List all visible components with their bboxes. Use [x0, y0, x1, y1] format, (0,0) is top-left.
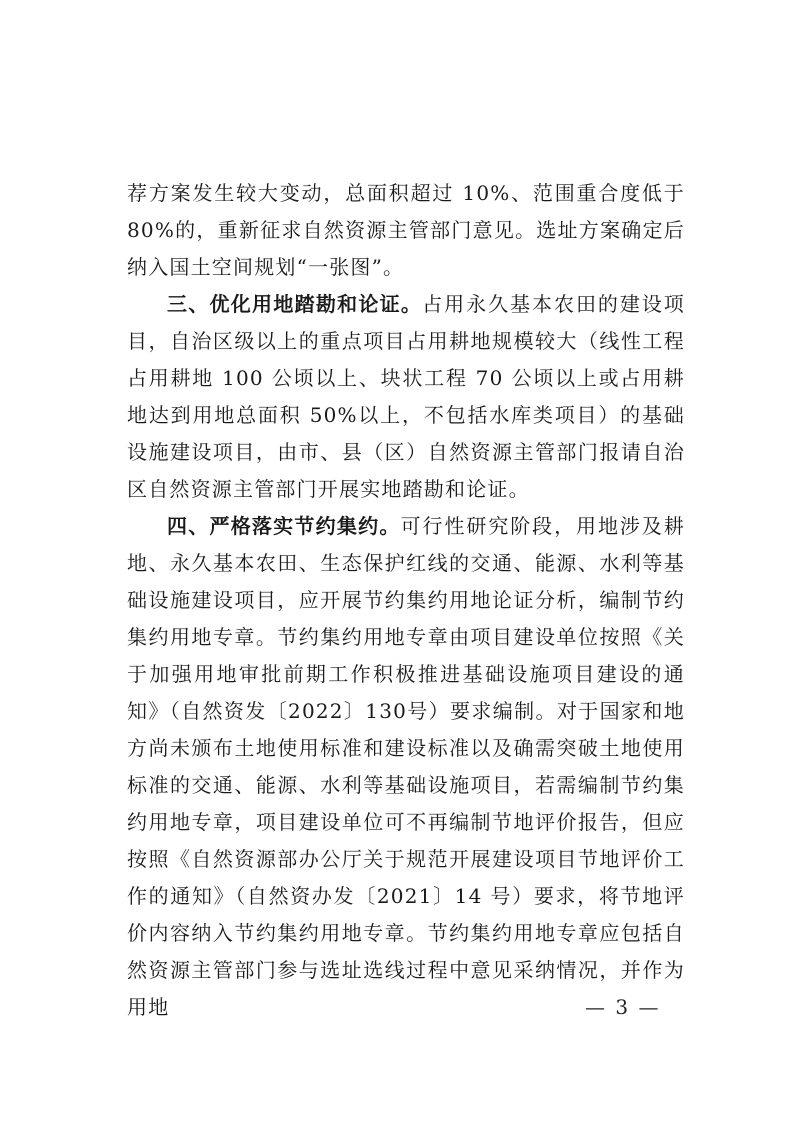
section-heading: 三、优化用地踏勘和论证。 [167, 292, 423, 316]
document-body [127, 175, 685, 1026]
paragraph-section-3 [127, 286, 685, 508]
paragraph-continuation [127, 175, 685, 286]
paragraph-section-4 [127, 508, 685, 1026]
section-heading: 四、严格落实节约集约。 [167, 514, 401, 538]
paragraph-text: 可行性研究阶段，用地涉及耕地、永久基本农田、生态保护红线的交通、能源、水利等基础设施建设项目，应开展节约集约用地论证分析，编制节约集约用地专章。节约集约用地专章由项目建设单位按照《关于加强用地审批前期工作积极推进基础设施项目建设的通知》（自然资发〔2022〕130号）要求编制。对于国家和地方尚未颁布土地使用标准和建设标准以及确需突破土地使用标准的交通、能源、水利等基础设施项目，若需编制节约集约用地专章，项目建设单位可不再编制节地评价报告，但应按照《自然资源部办公厅关于规范开展建设项目节地评价工作的通知》（自然资办发〔2021〕14 号）要求，将节地评价内容纳入节约集约用地专章。节约集约用地专章应包括自然资源主管部门参与选址选线过程中意见采纳情况，并作为用地 [127, 514, 685, 1019]
page-number: — 3 — [585, 995, 661, 1019]
paragraph-text: 占用永久基本农田的建设项目，自治区级以上的重点项目占用耕地规模较大（线性工程占用耕地 100 公顷以上、块状工程 70 公顷以上或占用耕地达到用地总面积 50%以上，不包括水库类项目）的基础设施建设项目，由市、县（区）自然资源主管部门报请自治区自然资源主管部门开展实地踏勘和论证。 [127, 292, 686, 501]
paragraph-text: 荐方案发生较大变动，总面积超过 10%、范围重合度低于 80%的，重新征求自然资源主管部门意见。选址方案确定后纳入国土空间规划“一张图”。 [127, 181, 685, 279]
